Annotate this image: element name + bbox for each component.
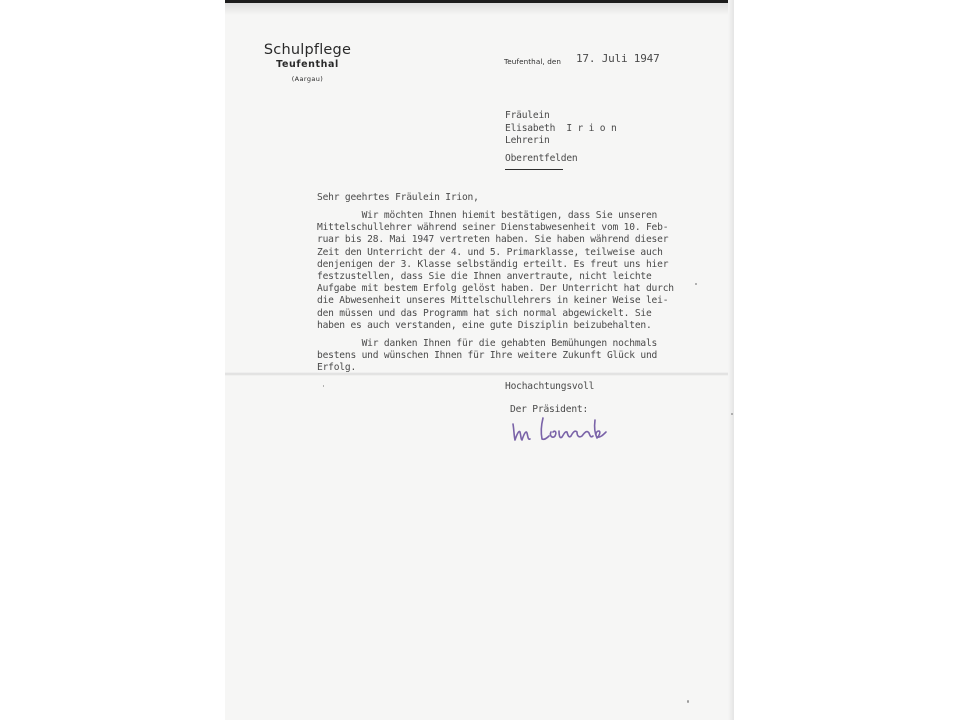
body-paragraph-2: Wir danken Ihnen für die gehabten Bemühungen nochmals bestens und wünschen Ihnen für Ihre weitere Zukunft Glück und Erfolg. bbox=[317, 338, 658, 374]
paper-speck bbox=[323, 385, 324, 387]
handwritten-signature bbox=[507, 410, 627, 446]
letterhead bbox=[245, 41, 370, 85]
body-paragraph-1: Wir möchten Ihnen hiemit bestätigen, dass Sie unseren Mittelschullehrer während seiner Dienstabwesenheit vom 10. Feb- ruar bis 28. Mai 1947 vertreten haben. Sie haben während dieser Zeit den Unterricht der 4. und 5. Primarklasse, teilweise auch denjenigen der 3. Klasse selbständig erteilt. Es freut uns hier festzustellen, dass Sie die Ihnen anvertraute, nicht leichte Aufgabe mit bestem Erfolg gelöst haben. Der Unterricht hat durch die Abwesenheit unseres Mittelschullehrers in keiner Weise lei- den müssen und das Programm hat sich normal abgewickelt. Sie haben es auch verstanden, eine gute Disziplin beizubehalten. bbox=[317, 210, 674, 331]
closing-greeting: Hochachtungsvoll bbox=[505, 381, 595, 392]
letterhead-organization: Schulpflege bbox=[263, 42, 352, 58]
signatory-title: Der Präsident: bbox=[510, 404, 589, 415]
letterhead-canton: (Aargau) bbox=[291, 75, 324, 83]
scanned-letter-page bbox=[225, 0, 734, 720]
paper-speck bbox=[687, 700, 689, 703]
scan-top-shadow bbox=[225, 3, 734, 15]
paper-speck bbox=[731, 413, 733, 415]
page-edge-shade bbox=[728, 0, 734, 720]
recipient-address: Fräulein Elisabeth I r i o n Lehrerin bbox=[505, 110, 617, 146]
salutation: Sehr geehrtes Fräulein Irion, bbox=[317, 192, 479, 203]
paper-speck bbox=[695, 283, 697, 285]
city-underline bbox=[505, 169, 563, 170]
dateline-place: Teufenthal, den bbox=[504, 57, 562, 66]
recipient-city: Oberentfelden bbox=[505, 153, 578, 164]
dateline-date: 17. Juli 1947 bbox=[576, 52, 660, 65]
letterhead-town: Teufenthal bbox=[276, 59, 339, 70]
